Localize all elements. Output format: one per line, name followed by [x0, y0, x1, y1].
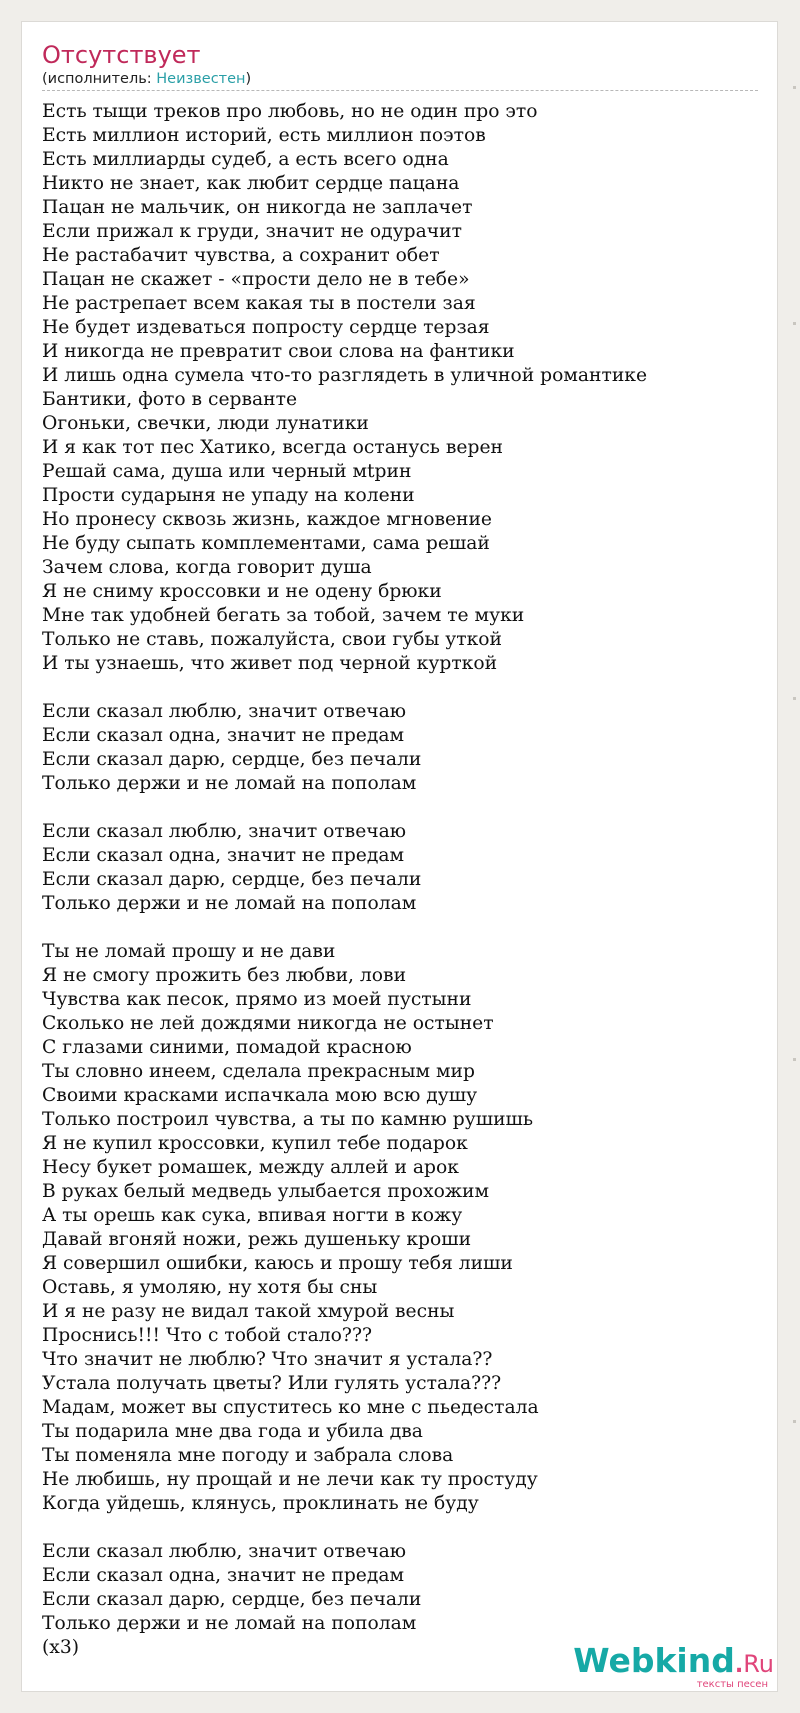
artist-prefix: (исполнитель: [42, 71, 157, 87]
lyric-line: Ты подарила мне два года и убила два [42, 1421, 423, 1442]
lyric-line: Если сказал дарю, сердце, без печали [42, 749, 422, 770]
edge-mark [793, 86, 796, 89]
song-title: Отсутствует [42, 41, 201, 69]
lyrics-text [42, 100, 758, 1660]
lyric-line: Если сказал люблю, значит отвечаю [42, 701, 407, 722]
lyric-line: Проснись!!! Что с тобой стало??? [42, 1325, 372, 1346]
lyric-line: Если сказал люблю, значит отвечаю [42, 821, 407, 842]
lyric-line: Решай сама, душа или черный мtрин [42, 461, 412, 482]
lyric-line: Если сказал одна, значит не предам [42, 1565, 405, 1586]
lyric-line: Есть миллион историй, есть миллион поэтов [42, 125, 486, 146]
lyric-line: Я совершил ошибки, каюсь и прошу тебя лиши [42, 1253, 513, 1274]
lyric-line: И я как тот пес Хатико, всегда останусь верен [42, 437, 503, 458]
lyric-line: Сколько не лей дождями никогда не остынет [42, 1013, 494, 1034]
lyric-line: Чувства как песок, прямо из моей пустыни [42, 989, 472, 1010]
lyric-line: Не будет издеваться попросту сердце терзая [42, 317, 490, 338]
lyric-line: Я не сниму кроссовки и не одену брюки [42, 581, 442, 602]
logo-tld: Ru [743, 1650, 774, 1678]
lyric-line: Когда уйдешь, клянусь, проклинать не буду [42, 1493, 479, 1514]
lyric-line: Зачем слова, когда говорит душа [42, 557, 372, 578]
lyric-line: Мне так удобней бегать за тобой, зачем те муки [42, 605, 525, 626]
lyric-line: Только держи и не ломай на пополам [42, 773, 417, 794]
artist-link[interactable]: Неизвестен [156, 71, 246, 87]
lyric-line: В руках белый медведь улыбается прохожим [42, 1181, 490, 1202]
lyric-line: Я не смогу прожить без любви, лови [42, 965, 407, 986]
lyric-line: Но пронесу сквозь жизнь, каждое мгновение [42, 509, 492, 530]
artist-line [42, 70, 251, 88]
stanza-gap [42, 796, 758, 820]
lyric-line: Если сказал одна, значит не предам [42, 845, 405, 866]
lyric-line: И лишь одна сумела что-то разглядеть в уличной романтике [42, 365, 648, 386]
lyric-line: Ты словно инеем, сделала прекрасным мир [42, 1061, 475, 1082]
lyric-line: Прости сударыня не упаду на колени [42, 485, 415, 506]
logo-word: Webkind [573, 1641, 735, 1680]
edge-mark [793, 1058, 796, 1061]
artist-suffix: ) [245, 71, 252, 87]
lyric-line: Если сказал одна, значит не предам [42, 725, 405, 746]
lyric-line: Есть тыщи треков про любовь, но не один про это [42, 101, 538, 122]
lyric-line: Огоньки, свечки, люди лунатики [42, 413, 369, 434]
lyric-line: Никто не знает, как любит сердце пацана [42, 173, 460, 194]
lyric-line: Давай вгоняй ножи, режь душеньку кроши [42, 1229, 472, 1250]
edge-mark [793, 1420, 796, 1423]
stanza-gap [42, 676, 758, 700]
lyric-line: Есть миллиарды судеб, а есть всего одна [42, 149, 449, 170]
lyric-line: Если сказал дарю, сердце, без печали [42, 1589, 422, 1610]
lyric-line: Несу букет ромашек, между аллей и арок [42, 1157, 459, 1178]
lyric-line: Что значит не люблю? Что значит я устала?? [42, 1349, 493, 1370]
logo-dot: . [734, 1653, 744, 1678]
lyric-line: Устала получать цветы? Или гулять устала??? [42, 1373, 502, 1394]
lyric-line: Ты поменяла мне погоду и забрала слова [42, 1445, 454, 1466]
lyric-line: А ты орешь как сука, впивая ногти в кожу [42, 1205, 463, 1226]
lyric-line: Только построил чувства, а ты по камню рушишь [42, 1109, 534, 1130]
lyric-line: Только не ставь, пожалуйста, свои губы уткой [42, 629, 502, 650]
lyric-line: И никогда не превратит свои слова на фантики [42, 341, 515, 362]
webkind-logo[interactable] [574, 1643, 774, 1693]
lyric-line: Своими красками испачкала мою всю душу [42, 1085, 478, 1106]
lyric-line: Не растабачит чувства, а сохранит обет [42, 245, 440, 266]
lyric-line: Только держи и не ломай на пополам [42, 893, 417, 914]
lyric-line: Мадам, может вы спуститесь ко мне с пьедестала [42, 1397, 539, 1418]
stanza-gap [42, 916, 758, 940]
logo-wordmark [573, 1643, 774, 1684]
logo-tagline: тексты песен [696, 1679, 768, 1690]
lyric-line: Не растрепает всем какая ты в постели зая [42, 293, 476, 314]
lyric-line: Не любишь, ну прощай и не лечи как ту простуду [42, 1469, 538, 1490]
lyric-line: Бантики, фото в серванте [42, 389, 298, 410]
lyric-line: Пацан не скажет - «прости дело не в тебе» [42, 269, 470, 290]
lyric-line: Ты не ломай прошу и не дави [42, 941, 336, 962]
lyric-line: Только держи и не ломай на пополам [42, 1613, 417, 1634]
lyric-line: И ты узнаешь, что живет под черной курткой [42, 653, 498, 674]
lyric-line: Если сказал дарю, сердце, без печали [42, 869, 422, 890]
stanza-gap [42, 1516, 758, 1540]
lyric-line: Оставь, я умоляю, ну хотя бы сны [42, 1277, 378, 1298]
title-divider [42, 90, 758, 91]
lyric-line: И я не разу не видал такой хмурой весны [42, 1301, 455, 1322]
lyric-line: Если сказал люблю, значит отвечаю [42, 1541, 407, 1562]
lyric-line: Я не купил кроссовки, купил тебе подарок [42, 1133, 468, 1154]
edge-mark [793, 697, 796, 700]
lyric-line: Если прижал к груди, значит не одурачит [42, 221, 462, 242]
lyrics-card [21, 21, 778, 1692]
lyric-line: (x3) [42, 1637, 80, 1658]
lyric-line: Пацан не мальчик, он никогда не заплачет [42, 197, 473, 218]
lyric-line: Не буду сыпать комплементами, сама решай [42, 533, 490, 554]
edge-mark [793, 322, 796, 325]
lyric-line: С глазами синими, помадой красною [42, 1037, 412, 1058]
